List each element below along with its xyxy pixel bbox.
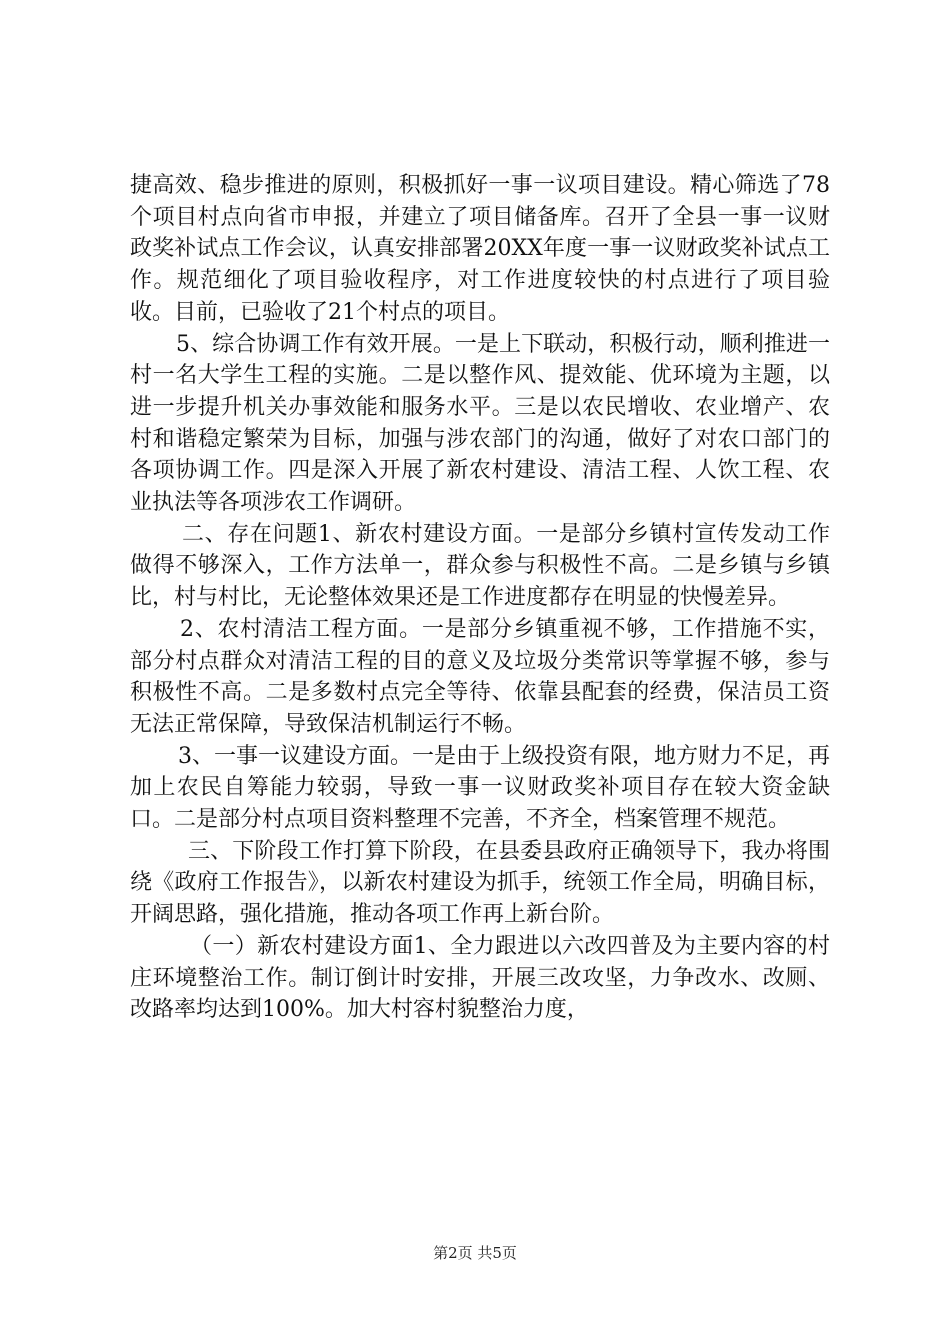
paragraph-existing-problems: 二、存在问题1、新农村建设方面。一是部分乡镇村宣传发动工作做得不够深入，工作方法单一，群众参与积极性不高。二是乡镇与乡镇比，村与村比，无论整体效果还是工作进度都存在明显的快慢差异。 bbox=[130, 521, 830, 611]
paragraph-cleaning-project: 2、农村清洁工程方面。一是部分乡镇重视不够，工作措施不实，部分村点群众对清洁工程的目的意义及垃圾分类常识等掌握不够，参与积极性不高。二是多数村点完全等待、依靠县配套的经费，保洁员工资无法正常保障，导致保洁机制运行不畅。 bbox=[130, 616, 830, 737]
document-body bbox=[130, 170, 830, 1026]
paragraph-coordination-work: 5、综合协调工作有效开展。一是上下联动，积极行动，顺利推进一村一名大学生工程的实施。二是以整作风、提效能、优环境为主题，以进一步提升机关办事效能和服务水平。三是以农民增收、农业增产、农村和谐稳定繁荣为目标，加强与涉农部门的沟通，做好了对农口部门的各项协调工作。四是深入开展了新农村建设、清洁工程、人饮工程、农业执法等各项涉农工作调研。 bbox=[130, 331, 830, 516]
paragraph-next-stage-plan: 三、下阶段工作打算下阶段，在县委县政府正确领导下，我办将围绕《政府工作报告》，以新农村建设为抓手，统领工作全局，明确目标，开阔思路，强化措施，推动各项工作再上新台阶。 bbox=[130, 838, 830, 928]
paragraph-new-countryside: （一）新农村建设方面1、全力跟进以六改四普及为主要内容的村庄环境整治工作。制订倒计时安排，开展三改攻坚，力争改水、改厕、改路率均达到100%。加大村容村貌整治力度， bbox=[130, 933, 830, 1023]
page-number-footer: 第2页 共5页 bbox=[433, 1244, 517, 1262]
paragraph-one-matter-one-discussion: 3、一事一议建设方面。一是由于上级投资有限，地方财力不足，再加上农民自筹能力较弱，导致一事一议财政奖补项目存在较大资金缺口。二是部分村点项目资料整理不完善，不齐全，档案管理不规范。 bbox=[130, 743, 830, 833]
paragraph-project-construction: 捷高效、稳步推进的原则，积极抓好一事一议项目建设。精心筛选了78个项目村点向省市申报，并建立了项目储备库。召开了全县一事一议财政奖补试点工作会议，认真安排部署20XX年度一事一议财政奖补试点工作。规范细化了项目验收程序，对工作进度较快的村点进行了项目验收。目前，已验收了21个村点的项目。 bbox=[130, 173, 830, 325]
